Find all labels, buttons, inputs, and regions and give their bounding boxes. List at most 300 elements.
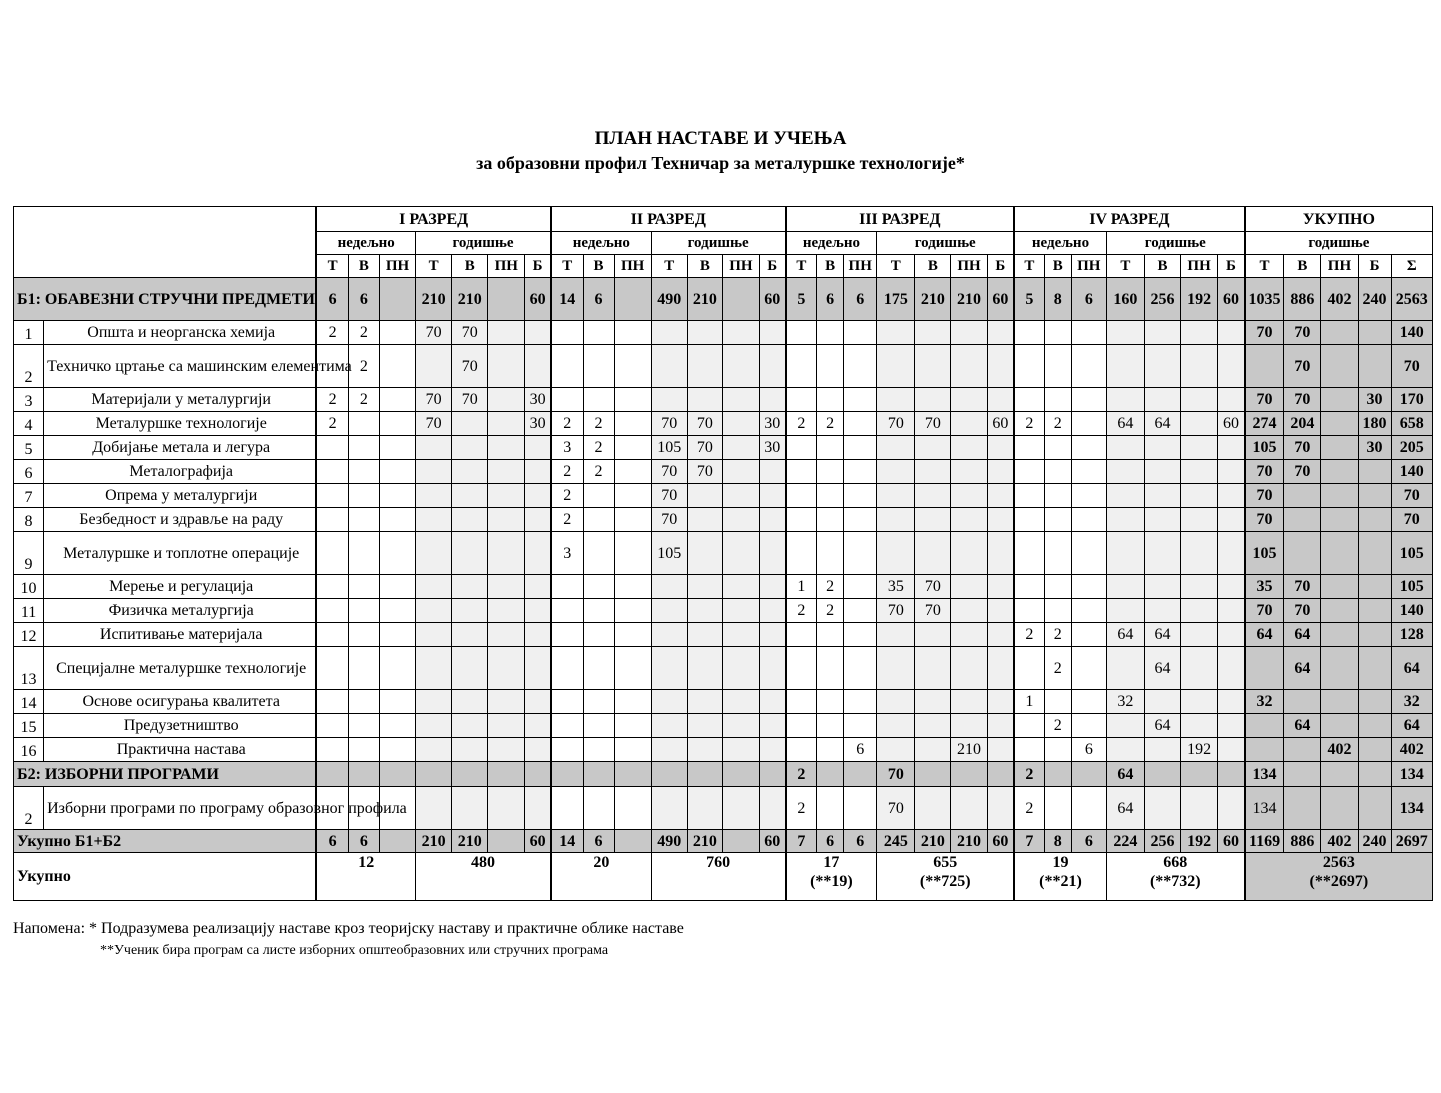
table-cell (614, 599, 651, 623)
row-number: 5 (14, 436, 44, 460)
table-cell: 6 (817, 278, 844, 321)
table-cell: 70 (877, 787, 915, 830)
table-cell: 6 (1071, 738, 1106, 762)
table-cell (525, 738, 551, 762)
table-cell (551, 714, 583, 738)
table-cell (379, 830, 415, 853)
table-cell: 70 (452, 388, 488, 412)
table-cell: 105 (651, 436, 687, 460)
table-cell (348, 738, 379, 762)
table-cell: 60 (525, 830, 551, 853)
table-cell (488, 484, 525, 508)
table-cell (687, 647, 722, 690)
table-cell: 2 (1044, 714, 1071, 738)
table-cell (488, 623, 525, 647)
table-cell (844, 321, 877, 345)
table-cell (1144, 321, 1180, 345)
table-cell (1106, 647, 1144, 690)
table-cell: 35 (1245, 575, 1284, 599)
table-cell (786, 484, 817, 508)
grade3-weekly-total (786, 853, 877, 901)
table-cell (915, 460, 951, 484)
table-cell (817, 388, 844, 412)
table-cell (452, 787, 488, 830)
table-cell (1321, 484, 1358, 508)
table-cell (1358, 762, 1391, 787)
table-cell: 274 (1245, 412, 1284, 436)
table-cell: 2 (551, 412, 583, 436)
table-cell (1321, 647, 1358, 690)
table-cell (687, 508, 722, 532)
table-cell (786, 460, 817, 484)
table-cell: 30 (1358, 388, 1391, 412)
table-cell (722, 484, 759, 508)
grade4-weekly-total-value: 19 (1052, 854, 1069, 871)
subject-row (14, 647, 1433, 690)
table-cell (379, 412, 415, 436)
table-cell (877, 714, 915, 738)
table-cell (1071, 762, 1106, 787)
table-cell (416, 345, 452, 388)
table-cell (1181, 321, 1218, 345)
table-cell (1144, 532, 1180, 575)
table-cell: 210 (687, 830, 722, 853)
table-cell (583, 599, 614, 623)
table-cell: 105 (1391, 575, 1432, 599)
table-cell (817, 436, 844, 460)
table-cell (1144, 787, 1180, 830)
table-cell: 2 (348, 388, 379, 412)
table-cell (1144, 508, 1180, 532)
table-cell (348, 714, 379, 738)
table-cell: 60 (1218, 830, 1245, 853)
grade4-yearly-total (1106, 853, 1244, 901)
yearly-header: годишње (416, 232, 551, 255)
table-cell (1358, 647, 1391, 690)
column-type: Т (551, 255, 583, 278)
row-number: 2 (14, 787, 44, 830)
subject-row (14, 436, 1433, 460)
subject-row (14, 345, 1433, 388)
table-cell (488, 345, 525, 388)
table-cell: 6 (844, 738, 877, 762)
table-cell: 205 (1391, 436, 1432, 460)
table-cell (551, 599, 583, 623)
table-cell: 134 (1391, 787, 1432, 830)
table-cell (525, 460, 551, 484)
table-cell: 2 (817, 599, 844, 623)
table-cell: 70 (1284, 321, 1321, 345)
table-cell (416, 436, 452, 460)
table-cell: 70 (452, 321, 488, 345)
grade-header: УКУПНО (1245, 207, 1433, 232)
table-cell (877, 647, 915, 690)
total-b1-b2-label: Укупно Б1+Б2 (14, 830, 317, 853)
table-cell (1044, 508, 1071, 532)
table-cell (348, 575, 379, 599)
table-cell (488, 278, 525, 321)
table-cell: 70 (915, 575, 951, 599)
table-cell (1358, 321, 1391, 345)
table-cell (1071, 623, 1106, 647)
table-cell (1106, 738, 1144, 762)
table-cell (687, 484, 722, 508)
table-cell (1014, 714, 1044, 738)
grade1-weekly-total-value: 12 (358, 854, 375, 871)
table-cell: 30 (525, 388, 551, 412)
column-type: Т (1106, 255, 1144, 278)
table-cell (348, 623, 379, 647)
table-cell (1071, 460, 1106, 484)
table-cell: 5 (1014, 278, 1044, 321)
table-cell (1218, 345, 1245, 388)
table-cell: 175 (877, 278, 915, 321)
table-cell (1014, 484, 1044, 508)
table-cell (844, 412, 877, 436)
table-cell: 2 (316, 321, 348, 345)
table-cell (844, 508, 877, 532)
table-cell (1071, 599, 1106, 623)
table-cell (1358, 714, 1391, 738)
row-number: 15 (14, 714, 44, 738)
table-cell (759, 508, 785, 532)
table-cell: 105 (1391, 532, 1432, 575)
table-cell (488, 508, 525, 532)
table-cell (915, 436, 951, 460)
table-cell (651, 647, 687, 690)
table-cell (614, 787, 651, 830)
subject-row (14, 412, 1433, 436)
table-cell (722, 321, 759, 345)
table-cell: 30 (759, 412, 785, 436)
column-type: В (817, 255, 844, 278)
table-cell (525, 647, 551, 690)
table-cell: 402 (1321, 278, 1358, 321)
table-cell (551, 690, 583, 714)
grade1-yearly-total (416, 853, 551, 901)
table-cell: 70 (1245, 321, 1284, 345)
table-cell (759, 690, 785, 714)
table-cell (759, 787, 785, 830)
table-cell (316, 714, 348, 738)
table-cell: 6 (348, 278, 379, 321)
table-cell (452, 738, 488, 762)
table-cell (614, 484, 651, 508)
table-cell: 2 (1014, 623, 1044, 647)
table-cell (316, 738, 348, 762)
column-type: В (583, 255, 614, 278)
table-cell (1106, 321, 1144, 345)
table-cell (1321, 599, 1358, 623)
column-type: В (452, 255, 488, 278)
table-cell (551, 575, 583, 599)
subject-row (14, 623, 1433, 647)
section-b2-label: Б2: ИЗБОРНИ ПРОГРАМИ (14, 762, 317, 787)
table-cell (583, 623, 614, 647)
table-cell (687, 345, 722, 388)
table-cell: 32 (1106, 690, 1144, 714)
table-cell (416, 460, 452, 484)
table-cell (1144, 345, 1180, 388)
table-cell: 140 (1391, 599, 1432, 623)
table-cell (759, 714, 785, 738)
table-cell (1181, 575, 1218, 599)
subject-name: Добијање метала и легура (44, 436, 317, 460)
table-cell (844, 714, 877, 738)
grade-header: I РАЗРЕД (316, 207, 551, 232)
table-cell (614, 623, 651, 647)
table-cell (951, 412, 987, 436)
table-cell (1144, 762, 1180, 787)
table-cell (525, 508, 551, 532)
table-cell: 70 (452, 345, 488, 388)
table-cell (1044, 599, 1071, 623)
overall-total-alt: (**2697) (1309, 873, 1369, 890)
subject-row (14, 460, 1433, 484)
table-cell: 2 (786, 412, 817, 436)
table-cell (915, 623, 951, 647)
table-cell (583, 508, 614, 532)
table-cell: 2 (583, 412, 614, 436)
table-cell: 134 (1391, 762, 1432, 787)
table-cell: 70 (1284, 345, 1321, 388)
table-cell (525, 532, 551, 575)
subject-name: Металуршке и топлотне операције (44, 532, 317, 575)
column-type: ПН (614, 255, 651, 278)
table-cell (1358, 575, 1391, 599)
table-cell (844, 575, 877, 599)
table-cell (525, 345, 551, 388)
table-cell (1014, 436, 1044, 460)
table-cell (687, 532, 722, 575)
grade3-yearly-total-alt: (**725) (919, 873, 971, 890)
row-number: 13 (14, 647, 44, 690)
table-cell (1071, 787, 1106, 830)
table-cell (1218, 388, 1245, 412)
table-cell (1014, 321, 1044, 345)
table-cell (844, 647, 877, 690)
table-cell (786, 436, 817, 460)
table-cell (316, 460, 348, 484)
table-cell (416, 575, 452, 599)
subject-row (14, 599, 1433, 623)
table-cell: 402 (1321, 738, 1358, 762)
subject-name: Изборни програми по програму образовног профила (44, 787, 317, 830)
table-cell: 32 (1391, 690, 1432, 714)
table-cell (614, 388, 651, 412)
overall-total (1245, 853, 1433, 901)
subject-name: Материјали у металургији (44, 388, 317, 412)
table-cell (316, 690, 348, 714)
table-cell (844, 345, 877, 388)
table-cell: 70 (1245, 484, 1284, 508)
table-cell (687, 388, 722, 412)
table-cell (316, 508, 348, 532)
table-cell (379, 460, 415, 484)
table-cell (759, 599, 785, 623)
table-cell: 2 (817, 412, 844, 436)
grade1-yearly-total-value: 480 (471, 854, 495, 871)
table-cell (786, 738, 817, 762)
table-cell (759, 647, 785, 690)
table-cell (379, 345, 415, 388)
table-cell: 7 (786, 830, 817, 853)
subject-name: Предузетништво (44, 714, 317, 738)
column-type: В (687, 255, 722, 278)
table-cell: 2 (1014, 412, 1044, 436)
table-cell: 2 (786, 599, 817, 623)
table-cell: 245 (877, 830, 915, 853)
table-cell (987, 321, 1014, 345)
column-type: ПН (1321, 255, 1358, 278)
table-cell (1044, 436, 1071, 460)
table-cell (488, 388, 525, 412)
table-cell (722, 508, 759, 532)
table-cell (1014, 599, 1044, 623)
table-cell: 2 (551, 484, 583, 508)
table-cell (987, 575, 1014, 599)
table-cell (987, 508, 1014, 532)
table-cell (817, 714, 844, 738)
table-cell: 6 (844, 278, 877, 321)
table-cell (651, 345, 687, 388)
subject-name: Испитивање материјала (44, 623, 317, 647)
table-cell: 2 (348, 345, 379, 388)
table-cell (348, 762, 379, 787)
table-cell: 70 (416, 388, 452, 412)
table-cell (488, 647, 525, 690)
table-cell: 128 (1391, 623, 1432, 647)
table-cell (1218, 599, 1245, 623)
table-cell: 1 (786, 575, 817, 599)
table-cell (488, 714, 525, 738)
subject-name: Практична настава (44, 738, 317, 762)
table-cell: 210 (687, 278, 722, 321)
table-cell (1144, 738, 1180, 762)
table-cell (1245, 345, 1284, 388)
table-cell: 140 (1391, 321, 1432, 345)
table-cell (379, 278, 415, 321)
row-number: 14 (14, 690, 44, 714)
row-number: 4 (14, 412, 44, 436)
table-cell (583, 484, 614, 508)
table-cell (1044, 787, 1071, 830)
table-cell (1181, 388, 1218, 412)
column-type: Т (877, 255, 915, 278)
table-cell: 70 (651, 460, 687, 484)
table-cell (651, 623, 687, 647)
table-cell (987, 762, 1014, 787)
table-cell: 6 (1071, 830, 1106, 853)
table-cell: 210 (416, 830, 452, 853)
table-cell: 60 (987, 412, 1014, 436)
table-cell (1106, 599, 1144, 623)
grade3-weekly-total-alt: (**19) (810, 873, 853, 890)
grade3-yearly-total (877, 853, 1014, 901)
column-type: ПН (1181, 255, 1218, 278)
grade2-yearly-total-value: 760 (706, 854, 731, 871)
table-cell (525, 690, 551, 714)
table-cell (759, 623, 785, 647)
table-cell: 140 (1391, 460, 1432, 484)
table-cell (951, 345, 987, 388)
table-cell (379, 321, 415, 345)
table-cell (452, 436, 488, 460)
table-cell (1044, 484, 1071, 508)
table-cell (1106, 508, 1144, 532)
table-cell (416, 532, 452, 575)
table-cell: 64 (1144, 623, 1180, 647)
row-number: 16 (14, 738, 44, 762)
table-cell (1245, 738, 1284, 762)
table-cell: 5 (786, 278, 817, 321)
table-cell (551, 762, 583, 787)
grand-total-label: Укупно (14, 853, 317, 901)
table-cell (817, 762, 844, 787)
table-cell: 3 (551, 436, 583, 460)
table-cell (951, 599, 987, 623)
table-cell: 210 (951, 738, 987, 762)
table-cell: 2 (1014, 762, 1044, 787)
table-cell (1321, 436, 1358, 460)
row-number: 2 (14, 345, 44, 388)
table-cell (316, 647, 348, 690)
row-number: 12 (14, 623, 44, 647)
table-cell (488, 436, 525, 460)
table-cell (722, 599, 759, 623)
table-cell (488, 575, 525, 599)
table-cell: 192 (1181, 830, 1218, 853)
table-cell (786, 690, 817, 714)
table-cell (1245, 714, 1284, 738)
table-cell (583, 345, 614, 388)
table-cell: 60 (759, 830, 785, 853)
table-cell: 210 (452, 830, 488, 853)
subject-row (14, 690, 1433, 714)
table-cell (651, 690, 687, 714)
table-cell (1218, 690, 1245, 714)
table-cell: 2 (583, 460, 614, 484)
table-cell (1358, 787, 1391, 830)
column-type: ПН (844, 255, 877, 278)
table-cell (1284, 508, 1321, 532)
table-cell (525, 762, 551, 787)
table-cell (379, 532, 415, 575)
table-cell (1144, 484, 1180, 508)
table-cell (1181, 787, 1218, 830)
table-cell (817, 787, 844, 830)
table-cell (1071, 345, 1106, 388)
table-cell (817, 623, 844, 647)
table-cell (1014, 460, 1044, 484)
table-cell (915, 690, 951, 714)
table-cell: 2 (1044, 647, 1071, 690)
table-cell (844, 787, 877, 830)
grade2-weekly-total (551, 853, 651, 901)
table-cell (844, 599, 877, 623)
table-cell (1181, 460, 1218, 484)
table-cell (1071, 508, 1106, 532)
table-cell (525, 787, 551, 830)
table-cell (452, 714, 488, 738)
subject-row (14, 738, 1433, 762)
table-cell: 240 (1358, 278, 1391, 321)
table-cell: 70 (1245, 599, 1284, 623)
subject-row (14, 714, 1433, 738)
subject-row (14, 532, 1433, 575)
table-cell: 60 (1218, 278, 1245, 321)
table-cell (915, 762, 951, 787)
